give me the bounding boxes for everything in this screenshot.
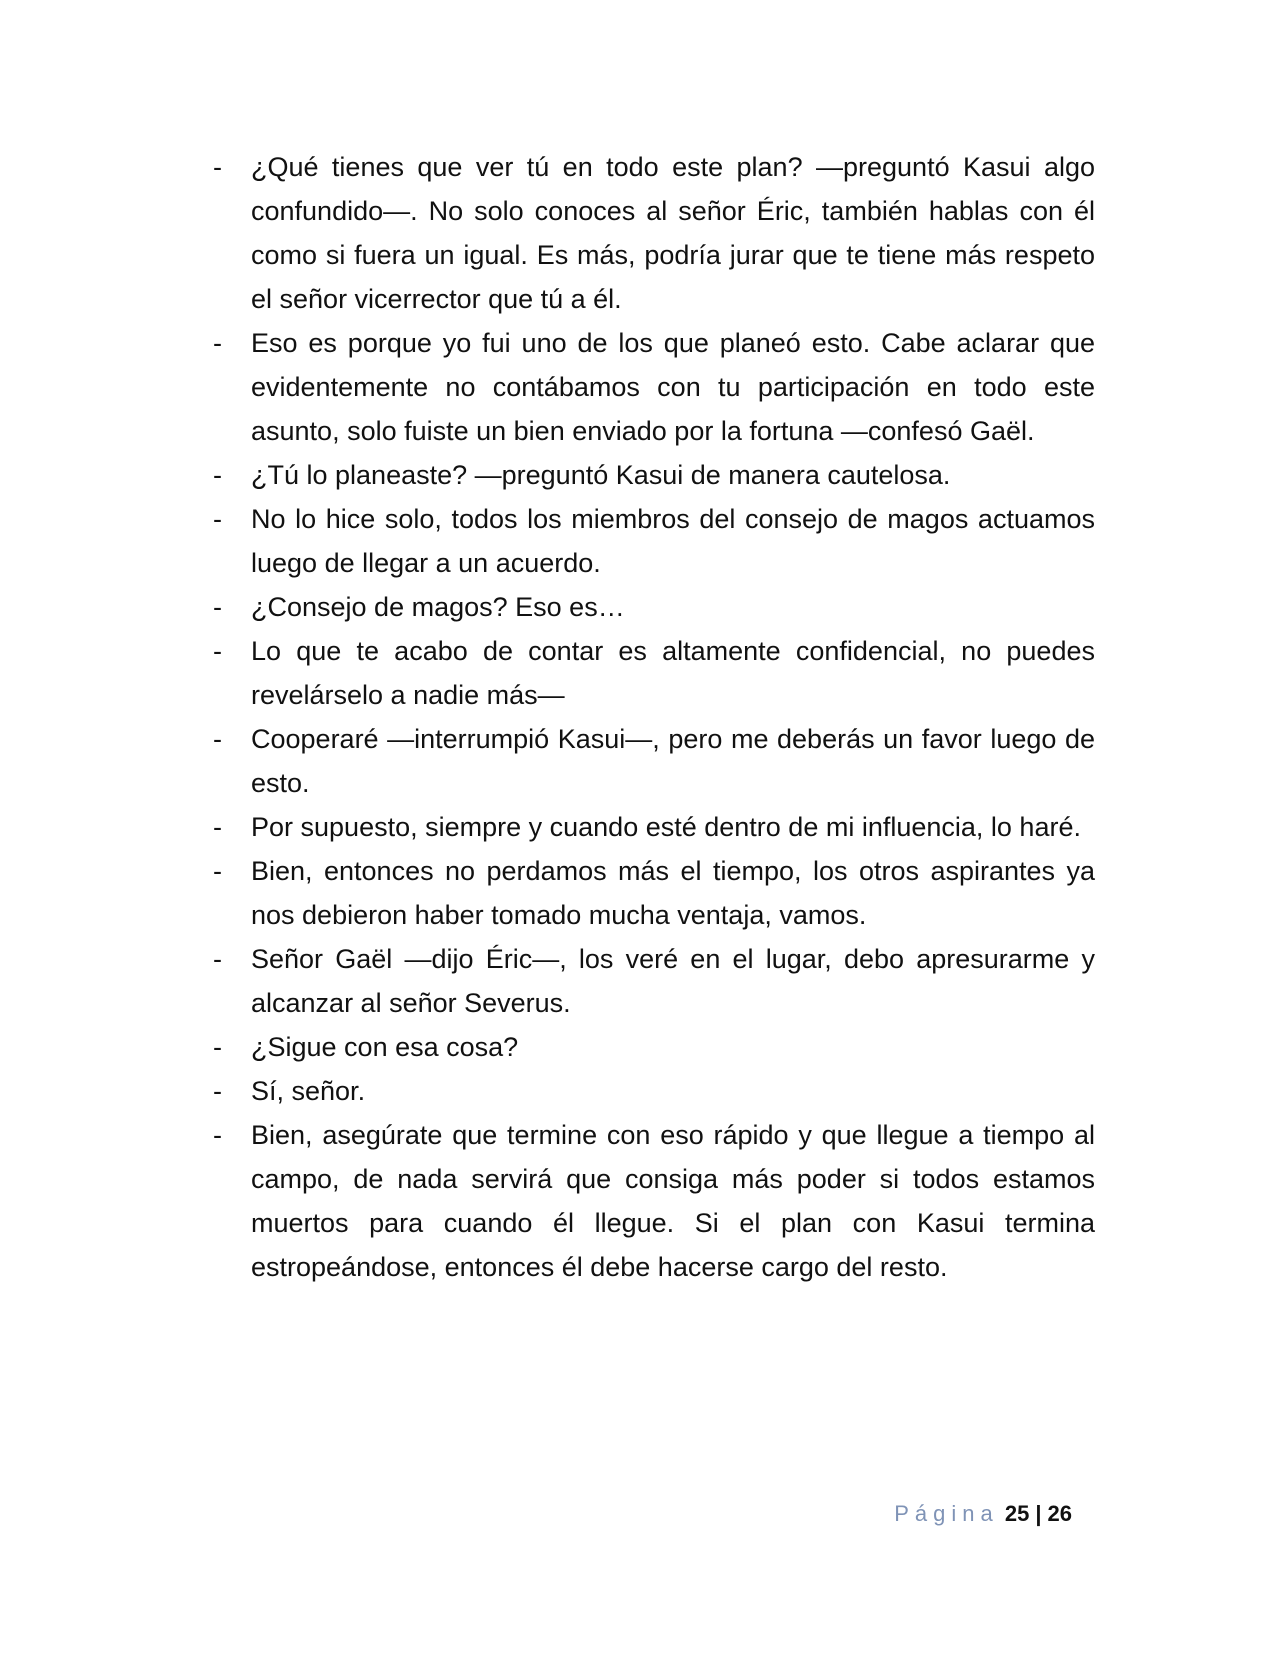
dialogue-line: [213, 321, 1095, 453]
dialogue-dash: -: [213, 328, 222, 358]
dialogue-line: [213, 585, 1095, 629]
dialogue-text: No lo hice solo, todos los miembros del consejo de magos actuamos luego de llegar a un acuerdo.: [251, 504, 1095, 578]
dialogue-line: [213, 145, 1095, 321]
dialogue-text: ¿Tú lo planeaste? —preguntó Kasui de manera cautelosa.: [251, 460, 951, 490]
dialogue-dash: -: [213, 856, 222, 886]
dialogue-dash: -: [213, 812, 222, 842]
dialogue-text: Por supuesto, siempre y cuando esté dentro de mi influencia, lo haré.: [251, 812, 1081, 842]
dialogue-dash: -: [213, 592, 222, 622]
dialogue-line: [213, 1113, 1095, 1289]
dialogue-text: Señor Gaël —dijo Éric—, los veré en el lugar, debo apresurarme y alcanzar al señor Severus.: [251, 944, 1095, 1018]
dialogue-list: [213, 145, 1095, 1289]
dialogue-dash: -: [213, 944, 222, 974]
dialogue-dash: -: [213, 460, 222, 490]
page-separator: |: [1035, 1501, 1042, 1526]
dialogue-dash: -: [213, 504, 222, 534]
dialogue-line: [213, 453, 1095, 497]
dialogue-line: [213, 805, 1095, 849]
dialogue-line: [213, 629, 1095, 717]
dialogue-dash: -: [213, 1120, 222, 1150]
current-page-number: 25: [1004, 1501, 1030, 1526]
dialogue-line: [213, 1025, 1095, 1069]
dialogue-line: [213, 937, 1095, 1025]
dialogue-text: ¿Qué tienes que ver tú en todo este plan? —preguntó Kasui algo confundido—. No solo conoces al señor Éric, también hablas con él como si fuera un igual. Es más, podría jurar que te tiene más respeto el señor vicerrector que tú a él.: [251, 152, 1095, 314]
dialogue-text: Bien, asegúrate que termine con eso rápido y que llegue a tiempo al campo, de nada servirá que consiga más poder si todos estamos muertos para cuando él llegue. Si el plan con Kasui termina estropeándose, entonces él debe hacerse cargo del resto.: [251, 1120, 1095, 1282]
dialogue-dash: -: [213, 152, 222, 182]
page-footer: [0, 1499, 1072, 1529]
total-pages-number: 26: [1047, 1501, 1072, 1526]
page-label: Página: [894, 1501, 999, 1526]
dialogue-text: Bien, entonces no perdamos más el tiempo, los otros aspirantes ya nos debieron haber tomado mucha ventaja, vamos.: [251, 856, 1095, 930]
dialogue-line: [213, 717, 1095, 805]
dialogue-text: Cooperaré —interrumpió Kasui—, pero me deberás un favor luego de esto.: [251, 724, 1095, 798]
dialogue-line: [213, 1069, 1095, 1113]
dialogue-text: Lo que te acabo de contar es altamente confidencial, no puedes revelárselo a nadie más—: [251, 636, 1095, 710]
dialogue-dash: -: [213, 1032, 222, 1062]
dialogue-text: ¿Sigue con esa cosa?: [251, 1032, 519, 1062]
dialogue-dash: -: [213, 724, 222, 754]
dialogue-line: [213, 849, 1095, 937]
dialogue-dash: -: [213, 636, 222, 666]
dialogue-line: [213, 497, 1095, 585]
dialogue-text: ¿Consejo de magos? Eso es…: [251, 592, 625, 622]
dialogue-text: Sí, señor.: [251, 1076, 366, 1106]
dialogue-text: Eso es porque yo fui uno de los que planeó esto. Cabe aclarar que evidentemente no contábamos con tu participación en todo este asunto, solo fuiste un bien enviado por la fortuna —confesó Gaël.: [251, 328, 1095, 446]
dialogue-dash: -: [213, 1076, 222, 1106]
